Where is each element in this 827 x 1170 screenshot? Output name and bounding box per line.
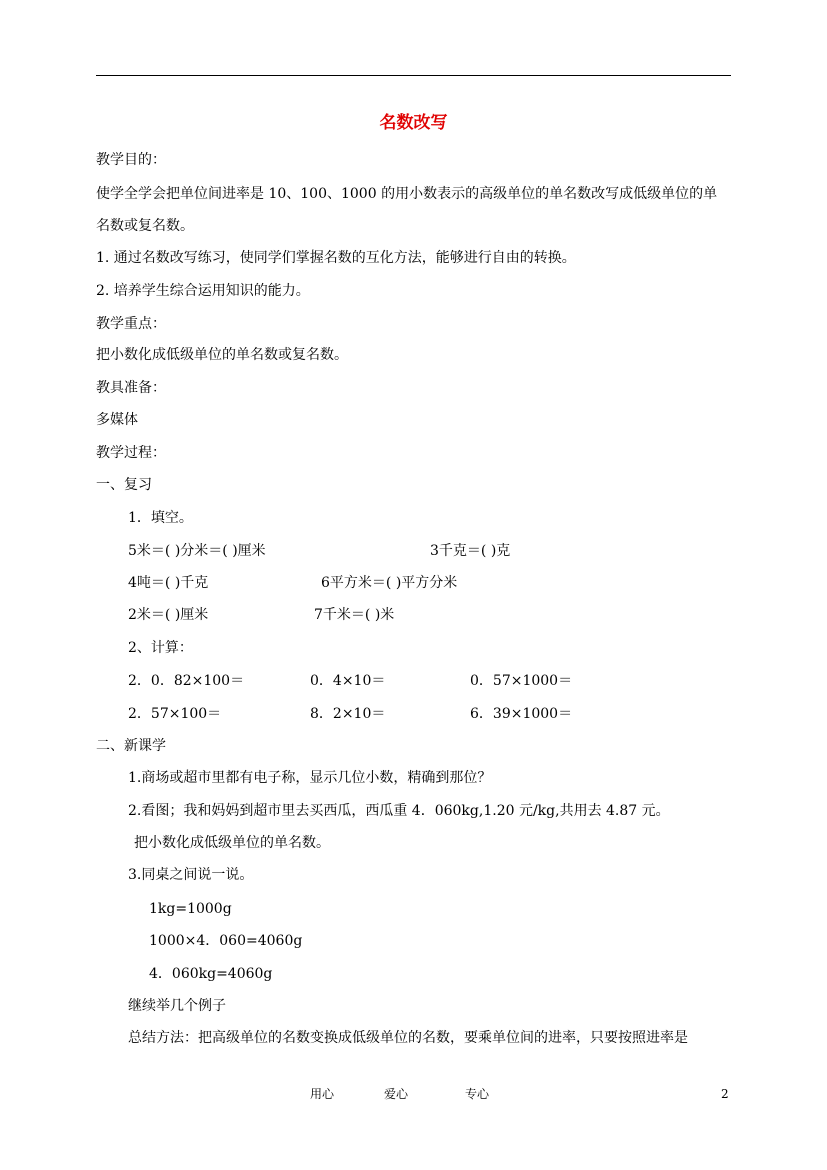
paragraph-line: 1．填空。 (128, 510, 193, 526)
paragraph-line: 把小数化成低级单位的单名数。 (134, 835, 330, 851)
example-line: 4．060kg=4060g (149, 966, 273, 982)
page-number: 2 (721, 1087, 729, 1101)
paragraph-line: 总结方法：把高级单位的名数变换成低级单位的名数，要乘单位间的进率，只要按照进率是 (128, 1030, 688, 1046)
section-label: 教学重点： (96, 316, 166, 332)
section-heading: 二、新课学 (96, 738, 166, 754)
footer-text: 专心 (465, 1087, 490, 1101)
fill-blank-item: 4吨＝( )千克 (128, 575, 209, 591)
document-title: 名数改写 (379, 113, 448, 133)
paragraph-line: 把小数化成低级单位的单名数或复名数。 (96, 347, 348, 363)
paragraph-line: 使学全学会把单位间进率是 10、100、1000 的用小数表示的高级单位的单名数改写成低级单位的单 (96, 186, 718, 202)
list-item: 1. 通过名数改写练习，使同学们掌握名数的互化方法，能够进行自由的转换。 (96, 250, 576, 266)
calculation-item: 6．39×1000＝ (470, 706, 573, 722)
paragraph-line: 教学目的： (96, 152, 166, 168)
example-line: 1000×4．060=4060g (149, 933, 303, 949)
calculation-item: 2．57×100＝ (128, 706, 222, 722)
section-heading: 一、复习 (96, 477, 152, 493)
fill-blank-item: 2米＝( )厘米 (128, 607, 209, 623)
calculation-item: 2．0．82×100＝ (128, 673, 245, 689)
footer-text: 用心 (310, 1087, 335, 1101)
paragraph-line: 1.商场或超市里都有电子称，显示几位小数，精确到那位？ (128, 770, 492, 786)
section-label: 教具准备： (96, 380, 166, 396)
fill-blank-item: 5米＝( )分米＝( )厘米 (128, 543, 266, 559)
list-item: 2. 培养学生综合运用知识的能力。 (96, 283, 310, 299)
fill-blank-item: 3千克＝( )克 (430, 543, 511, 559)
fill-blank-item: 6平方米＝( )平方分米 (321, 575, 458, 591)
section-label: 教学过程： (96, 445, 166, 461)
paragraph-line: 名数或复名数。 (96, 218, 194, 234)
fill-blank-item: 7千米＝( )米 (314, 607, 395, 623)
paragraph-line: 多媒体 (96, 412, 138, 428)
header-rule (96, 75, 731, 76)
paragraph-line: 3.同桌之间说一说。 (128, 867, 254, 883)
footer-text: 爱心 (384, 1087, 409, 1101)
paragraph-line: 2、计算： (128, 640, 193, 656)
calculation-item: 0．4×10＝ (310, 673, 386, 689)
paragraph-line: 继续举几个例子 (128, 998, 226, 1014)
example-line: 1kg=1000g (149, 901, 232, 917)
calculation-item: 0．57×1000＝ (470, 673, 573, 689)
calculation-item: 8．2×10＝ (310, 706, 386, 722)
paragraph-line: 2.看图；我和妈妈到超市里去买西瓜，西瓜重 4．060kg,1.20 元/kg,共用去 4.87 元。 (128, 803, 670, 819)
